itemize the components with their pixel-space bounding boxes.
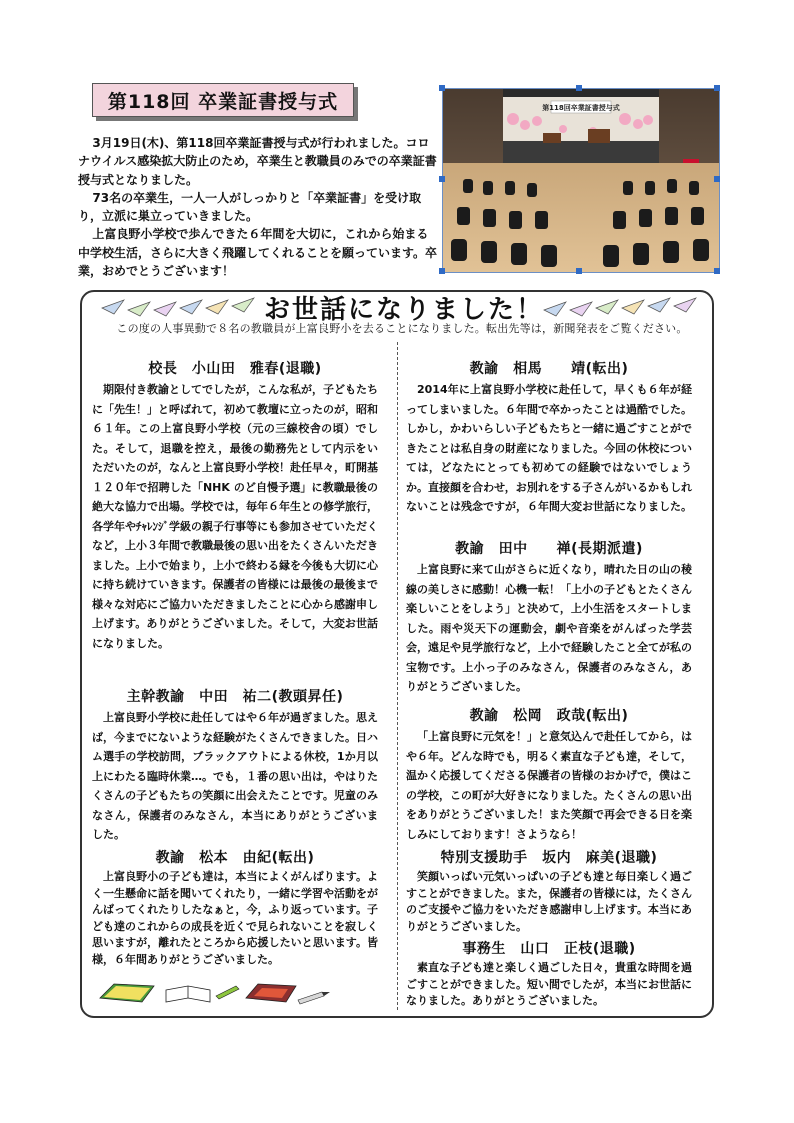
staff-heading: 特別支援助手 坂内 麻美(退職) [440, 850, 658, 866]
staff-entry [406, 938, 692, 1010]
staff-message: 期限付き教諭としてでしたが，こんな私が，子どもたちに「先生！」と呼ばれて，初めて教壇に立ったのが，昭和６１年。この上富良野小学校（元の三線校舎の頃）でした。そして，退職を控え，最後の勤務先として内示をいただいたのが，なんと上富良野小学校！赴任早々，町開基１２０年で招聘した「NHK のど自慢予選」に教職最後の絶大な協力で出場。学校では，毎年６年生との修学旅行，各学年やﾁｬﾚﾝｼﾞ学級の親子行事等にも参加させていただくなど，上小３年間で教職最後の思い出をたくさんいただきました。上小で始まり，上小で終わる縁を今後も大切に心に持ち続けていきます。保護者の皆様には最後の最後まで様々な対応にご協力いただきましたことに心から感謝申し上げます。ありがとうございました。そして，大変お世話になりました。 [92, 383, 378, 650]
staff-entry [92, 686, 378, 845]
pencil-icon [298, 992, 330, 1004]
pencil-icon [216, 986, 239, 999]
staff-heading: 教諭 松本 由紀(転出) [155, 850, 315, 866]
resize-handle[interactable] [714, 176, 720, 182]
intro-text [78, 134, 440, 280]
staff-entry [406, 847, 692, 935]
resize-handle[interactable] [439, 85, 445, 91]
staff-heading: 教諭 田中 禅(長期派遣) [455, 541, 643, 557]
farewell-title: お世話になりました！ [264, 295, 545, 325]
column-divider [397, 342, 398, 1010]
resize-handle[interactable] [714, 268, 720, 274]
staff-message: 上富良野小の子ども達は，本当によくがんばります。よく一生懸命に話を聞いてくれたり，一緒に学習や活動をがんばってくれたりしたなぁと，今，ふり返っています。子ども達のこれからの成長を近くで見られないことを寂しく思いますが，離れたところから応援したいと思います。皆様，６年間ありがとうございました。 [92, 870, 378, 966]
staff-heading: 事務生 山口 正枝(退職) [462, 941, 636, 957]
staff-message: 上富良野に来て山がさらに近くなり，晴れた日の山の稜線の美しさに感動！心機一転！「上小の子どもとたくさん楽しいことをしよう」と決めて，上小生活をスタートしました。雨や災天下の運動会，劇や音楽をがんばった学芸会，遠足や見学旅行など，上小で経験したこと全てが私の宝物です。上小っ子のみなさん，保護者のみなさん，ありがとうございました。 [406, 563, 692, 693]
page-title: 第118回 卒業証書授与式 [92, 83, 354, 117]
ceremony-photo-illustration [443, 89, 719, 272]
stage-banner: 第118回卒業証書授与式 [542, 104, 620, 112]
intro-paragraph: 3月19日(木)、第118回卒業証書授与式が行われました。コロナウイルス感染拡大防止のため，卒業生と教職員のみでの卒業証書授与式となりました。 [78, 136, 437, 187]
resize-handle[interactable] [439, 268, 445, 274]
stationery-illustration [96, 978, 336, 1008]
staff-message: 「上富良野に元気を！」と意気込んで赴任してから，はや６年。どんな時でも，明るく素直な子ども達，そして，温かく応援してくださる保護者の皆様のおかげで，僕はこの学校，この町が大好きになりました。たくさんの思い出をありがとうございました！また笑顔で再会できる日を楽しみにしております！さようなら！ [406, 730, 692, 841]
staff-entry [92, 358, 378, 653]
ceremony-photo [442, 88, 720, 273]
farewell-subtitle: この度の人事異動で８名の教職員が上富良野小を去ることになりました。転出先等は，新聞発表をご覧ください。 [116, 322, 688, 335]
notebook-icon [100, 984, 154, 1002]
notebook-icon [246, 984, 296, 1002]
resize-handle[interactable] [576, 85, 582, 91]
resize-handle[interactable] [576, 268, 582, 274]
resize-handle[interactable] [714, 85, 720, 91]
paper-plane-icon [100, 294, 270, 320]
staff-message: 素直な子ども達と楽しく過ごした日々，貴重な時間を過ごすことができました。短い間でしたが，本当にお世話になりました。ありがとうございました。 [406, 961, 692, 1007]
staff-message: 上富良野小学校に赴任してはや６年が過ぎました。思えば，今までにないような経験がたくさんできました。日ハム選手の学校訪問，ブラックアウトによる休校，1か月以上にわたる臨時休業…。でも，１番の思い出は，やはりたくさんの子どもたちの笑顔に出会えたことです。児童のみなさん，保護者のみなさん，本当にありがとうございました。 [92, 711, 378, 841]
staff-heading: 主幹教諭 中田 祐二(教頭昇任) [126, 689, 344, 705]
staff-entry [406, 538, 692, 697]
book-icon [166, 986, 210, 1002]
intro-paragraph: 上富良野小学校で歩んできた６年間を大切に，これから始まる中学校生活，さらに大きく飛躍してくれることを願っています。卒業，おめでとうございます！ [78, 227, 438, 279]
staff-entry [92, 847, 378, 968]
staff-entry [406, 705, 692, 844]
staff-entry [406, 358, 692, 517]
staff-message: 2014年に上富良野小学校に赴任して，早くも６年が経ってしまいました。６年間で卒かったことは過酷でした。しかし，かわいらしい子どもたちと一緒に過ごすことができたことは私自身の財産になりました。今回の休校については，どなたにとっても初めての経験ではないでしょうか。直接顔を合わせ，お別れをする子さんがいるかもしれないことは残念ですが，６年間大変お世話になりました。 [406, 383, 692, 513]
intro-paragraph: 73名の卒業生，一人一人がしっかりと「卒業証書」を受け取り，立派に巣立っていきました。 [78, 190, 422, 224]
staff-heading: 教諭 松岡 政哉(転出) [469, 708, 629, 724]
paper-plane-icon [542, 294, 708, 320]
resize-handle[interactable] [439, 176, 445, 182]
staff-message: 笑顔いっぱい元気いっぱいの子ども達と毎日楽しく過ごすことができました。また，保護者の皆様には，たくさんのご支援やご協力をいただき感謝申し上げます。本当にありがとうございました。 [406, 870, 692, 933]
staff-heading: 校長 小山田 雅春(退職) [148, 361, 322, 377]
staff-heading: 教諭 相馬 靖(転出) [469, 361, 629, 377]
